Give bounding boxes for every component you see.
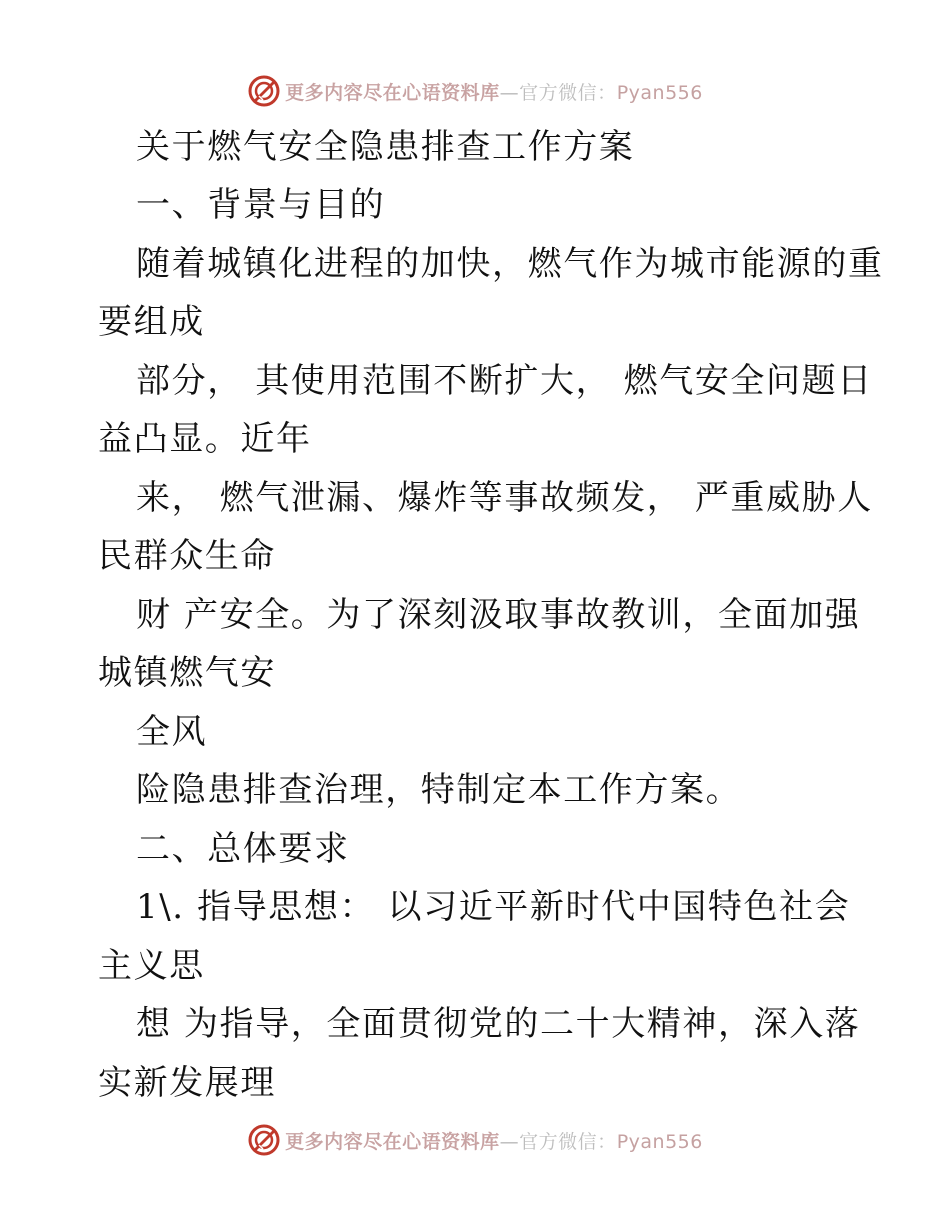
- paragraph-line: 益凸显。近年: [98, 419, 312, 459]
- watermark-brand: 更多内容尽在心语资料库: [285, 81, 500, 104]
- paragraph-line: 险隐患排查治理，特制定本工作方案。: [136, 770, 742, 810]
- watermark-id: Pyan556: [616, 1130, 703, 1153]
- watermark-dash: —: [499, 1130, 520, 1153]
- paragraph-line: 部分， 其使用范围不断扩大， 燃气安全问题日: [136, 361, 873, 401]
- section-heading: 二、总体要求: [136, 829, 350, 869]
- watermark-footer: [0, 1120, 950, 1160]
- paragraph-line: 主义思: [98, 946, 205, 986]
- paragraph-line: 想 为指导，全面贯彻党的二十大精神，深入落: [136, 1004, 861, 1044]
- watermark-brand: 更多内容尽在心语资料库: [285, 1130, 500, 1153]
- section-heading: 一、背景与目的: [136, 185, 386, 225]
- paragraph-line: 随着城镇化进程的加快，燃气作为城市能源的重: [136, 244, 884, 284]
- doc-title: 关于燃气安全隐患排查工作方案: [136, 127, 635, 167]
- brand-logo-icon: [247, 1123, 281, 1157]
- paragraph-line: 来， 燃气泄漏、爆炸等事故频发， 严重威胁人: [136, 478, 873, 518]
- watermark-dash: —: [499, 81, 520, 104]
- paragraph-line: 财 产安全。为了深刻汲取事故教训，全面加强: [136, 595, 861, 635]
- paragraph-line: 全风: [136, 712, 208, 752]
- paragraph-line: 民群众生命: [98, 536, 276, 576]
- watermark-text: [285, 1127, 703, 1154]
- paragraph-line: 要组成: [98, 302, 205, 342]
- paragraph-line: 1\. 指导思想： 以习近平新时代中国特色社会: [136, 887, 851, 927]
- watermark-header: [0, 71, 950, 111]
- watermark-text: [285, 78, 703, 105]
- watermark-id: Pyan556: [616, 81, 703, 104]
- watermark-official: 官方微信：: [519, 1130, 617, 1153]
- brand-logo-icon: [247, 74, 281, 108]
- paragraph-line: 城镇燃气安: [98, 653, 276, 693]
- watermark-official: 官方微信：: [519, 81, 617, 104]
- paragraph-line: 实新发展理: [98, 1063, 276, 1103]
